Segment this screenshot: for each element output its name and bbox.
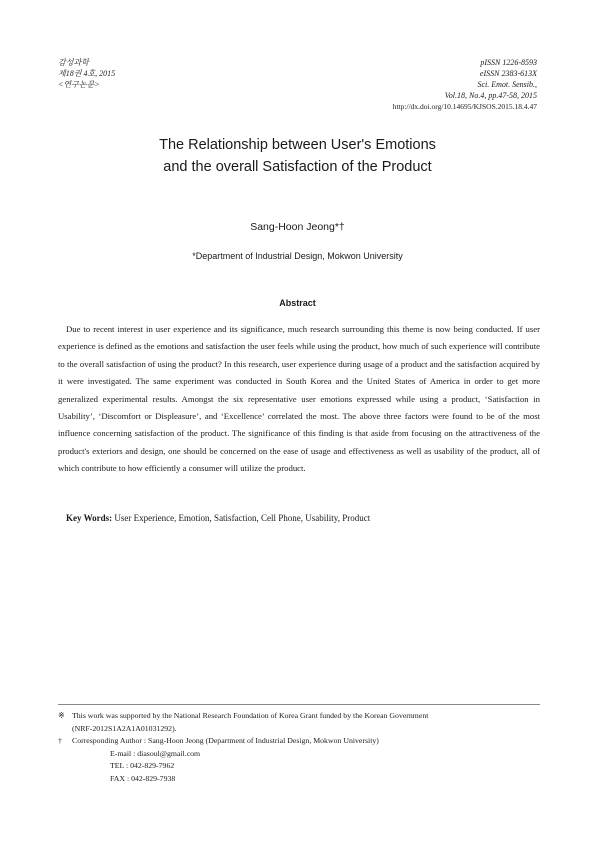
title-line-2: and the overall Satisfaction of the Product [163,159,432,175]
contact-email[interactable]: E-mail : diasoul@gmail.com [110,748,201,758]
funding-grant-number: (NRF-2012S1A2A1A01031292). [72,723,177,733]
journal-header-right [393,57,537,112]
title-line-1: The Relationship between User's Emotions [159,137,436,153]
paper-title [0,134,595,178]
contact-fax: FAX : 042-829-7938 [110,773,176,783]
keywords [66,513,370,523]
eissn: eISSN 2383-613X [479,69,537,78]
author-affiliation: *Department of Industrial Design, Mokwon University [192,251,403,261]
volume-pages: Vol.18, No.4, pp.47-58, 2015 [444,91,537,100]
journal-header-left [58,57,115,90]
keywords-label: Key Words: [66,513,113,523]
corresponding-note [58,735,542,748]
funding-note-cont [58,723,542,736]
dagger-mark: † [58,736,62,746]
abstract-body: Due to recent interest in user experience and its significance, much research surrounding this theme is now being conducted. If user experience is defined as the emotions and satisfaction the user feels while using the product, how much of such experience will contribute to the overall satisfaction of using the product? In this research, user experience during usage of a product and the satisfaction acquired by it were investigated. The same experiment was conducted in South Korea and the United States of America in order to get more generalized experimental results. Amongst the six representative user emotions expressed while using a product, ‘Satisfaction in Usability’, ‘Discomfort or Displeasure’, and ‘Excellence’ correlated the most. The above three factors were found to be of the most influence concerning satisfaction of the product. The significance of this finding is that aside from focusing on the attractiveness of the product's exteriors and design, one should be concerned on the ease of usage and effectiveness as well as usability of the product, all of which contribute to how efficiently a consumer will utilize the product. [58,324,540,474]
footnote-divider [58,704,540,705]
volume-issue: 제18권 4호, 2015 [58,69,116,78]
funding-mark: ※ [58,711,65,720]
funding-text: This work was supported by the National Research Foundation of Korea Grant funded by the Korean Government [72,711,429,720]
keywords-text: User Experience, Emotion, Satisfaction, Cell Phone, Usability, Product [114,513,371,523]
journal-abbrev: Sci. Emot. Sensib., [477,80,537,89]
footnotes [58,710,542,786]
author-name: Sang-Hoon Jeong*† [250,221,345,233]
abstract-heading: Abstract [279,298,316,308]
journal-name: 감성과학 [58,58,89,67]
article-type: <연구논문> [58,80,100,89]
doi-link[interactable]: http://dx.doi.org/10.14695/KJSOS.2015.18.4.47 [392,102,537,111]
contact-tel: TEL : 042-829-7962 [110,761,175,771]
corresponding-author: Corresponding Author : Sang-Hoon Jeong (Department of Industrial Design, Mokwon University) [72,736,379,746]
pissn: pISSN 1226-8593 [480,58,537,67]
funding-note [58,710,542,723]
